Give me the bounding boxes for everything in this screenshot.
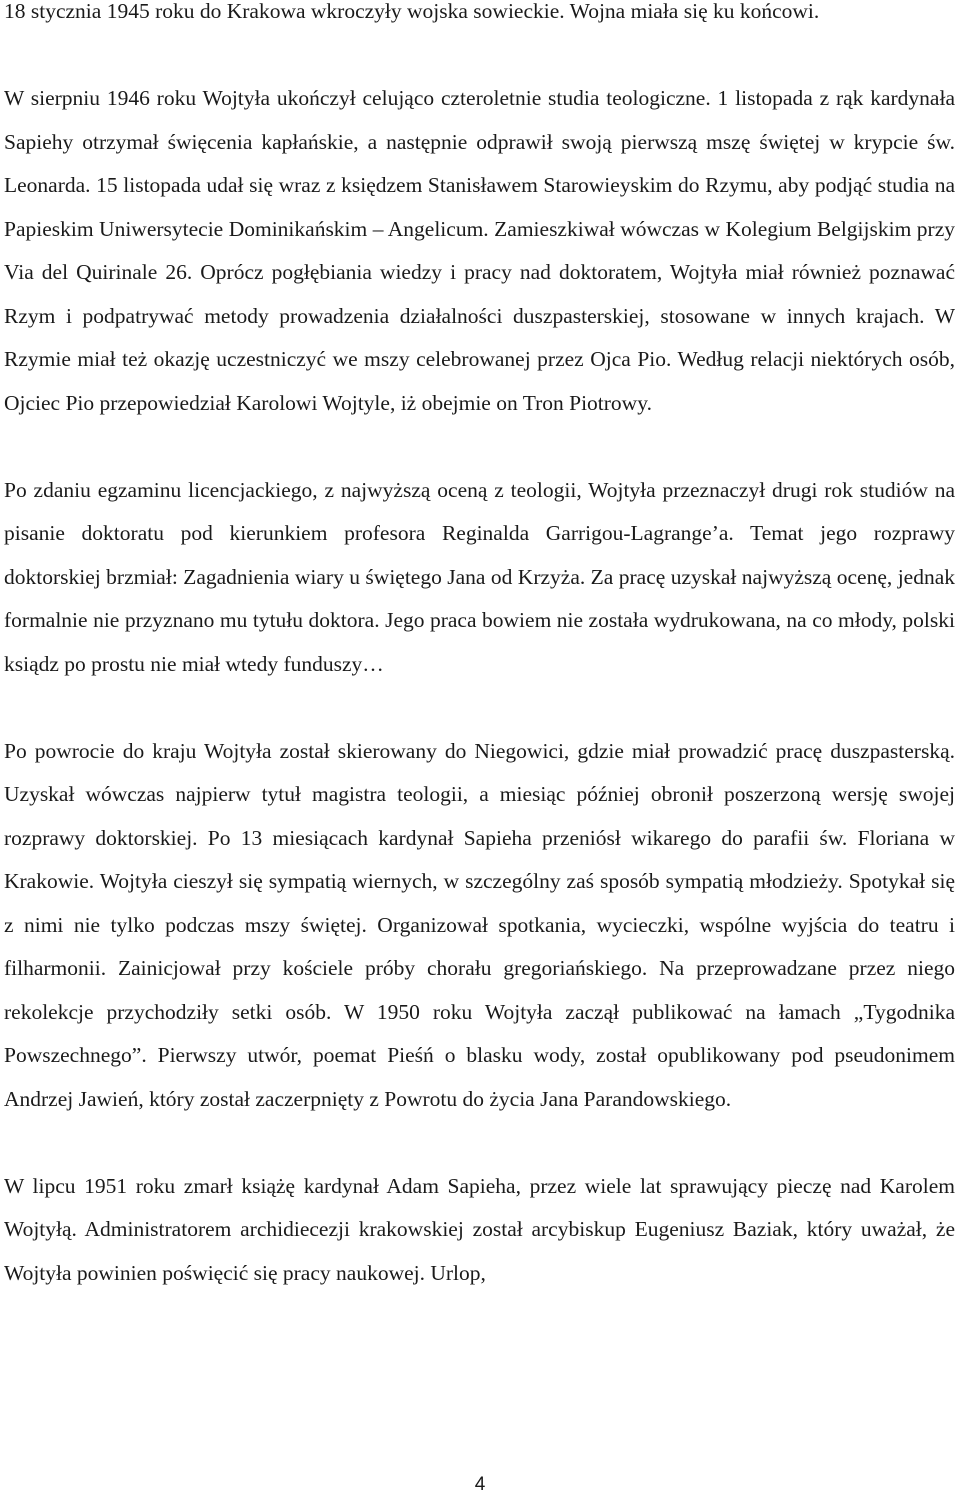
paragraph-text: Po zdaniu egzaminu licencjackiego, z najwyższą oceną z teologii, Wojtyła przeznaczył drugi rok studiów na pisanie doktoratu pod kierunkiem profesora Reginalda Garrigou-Lagrange’a. Temat jego rozprawy doktorskiej brzmiał: Zagadnienia wiary u świętego Jana od Krzyża. Za pracę uzyskał najwyższą ocenę, jednak formalnie nie przyznano mu tytułu doktora. Jego praca bowiem nie została wydrukowana, na co młody, polski ksiądz po prostu nie miał wtedy funduszy… [4, 477, 955, 676]
paragraph-text: 18 stycznia 1945 roku do Krakowa wkroczyły wojska sowieckie. Wojna miała się ku końcowi. [4, 0, 820, 23]
paragraph-3 [4, 469, 955, 687]
paragraph-1 [4, 0, 955, 34]
paragraph-2 [4, 77, 955, 425]
paragraph-text: W lipcu 1951 roku zmarł książę kardynał Adam Sapieha, przez wiele lat sprawujący pieczę nad Karolem Wojtyłą. Administratorem archidiecezji krakowskiej został arcybiskup Eugeniusz Baziak, który uważał, że Wojtyła powinien poświęcić się pracy naukowej. Urlop, [4, 1173, 955, 1285]
paragraph-4 [4, 730, 955, 1122]
paragraph-text: 15 listopada udał się wraz z księdzem Stanisławem Starowieyskim do Rzymu, aby podjąć studia na Papieskim Uniwersytecie Dominikańskim – Angelicum. Zamieszkiwał wówczas w Kolegium Belgijskim przy Via del Quirinale 26. Oprócz pogłębiania wiedzy i pracy nad doktoratem, Wojtyła miał również poznawać Rzym i podpatrywać metody prowadzenia działalności duszpasterskiej, stosowane w innych krajach. W Rzymie miał też okazję uczestniczyć we mszy celebrowanej przez Ojca Pio. Według relacji niektórych osób, Ojciec Pio przepowiedział Karolowi Wojtyle, iż obejmie on Tron Piotrowy. [4, 173, 956, 415]
paragraph-text: Po powrocie do kraju Wojtyła został skierowany do Niegowici, gdzie miał prowadzić pracę duszpasterską. Uzyskał wówczas najpierw tytuł magistra teologii, a miesiąc później obronił poszerzoną wersję swojej rozprawy doktorskiej. Po 13 miesiącach kardynał Sapieha przeniósł wikarego do parafii św. Floriana w Krakowie. Wojtyła cieszył się sympatią wiernych, w szczególny zaś sposób sympatią młodzieży. Spotykał się z nimi nie tylko podczas mszy świętej. Organizował spotkania, wycieczki, wspólne wyjścia do teatru i filharmonii. Zainicjował przy kościele próby chorału gregoriańskiego. Na przeprowadzane przez niego rekolekcje przychodziły setki osób. W 1950 roku Wojtyła zaczął publikować na łamach „Tygodnika Powszechnego”. Pierwszy utwór, poemat Pieśń o blasku wody, został opublikowany pod pseudonimem Andrzej Jawień, który został zaczerpnięty z Powrotu do życia Jana Parandowskiego. [4, 738, 955, 1111]
page-number: 4 [474, 1474, 486, 1495]
paragraph-text: W sierpniu 1946 roku Wojtyła ukończył celująco czteroletnie studia teologiczne. 1 listopada z rąk kardynała Sapiehy otrzymał święcenia kapłańskie, a następnie odprawił swoją pierwszą mszę świętej w krypcie św. Leonarda. [4, 86, 955, 197]
paragraph-5 [4, 1165, 955, 1296]
